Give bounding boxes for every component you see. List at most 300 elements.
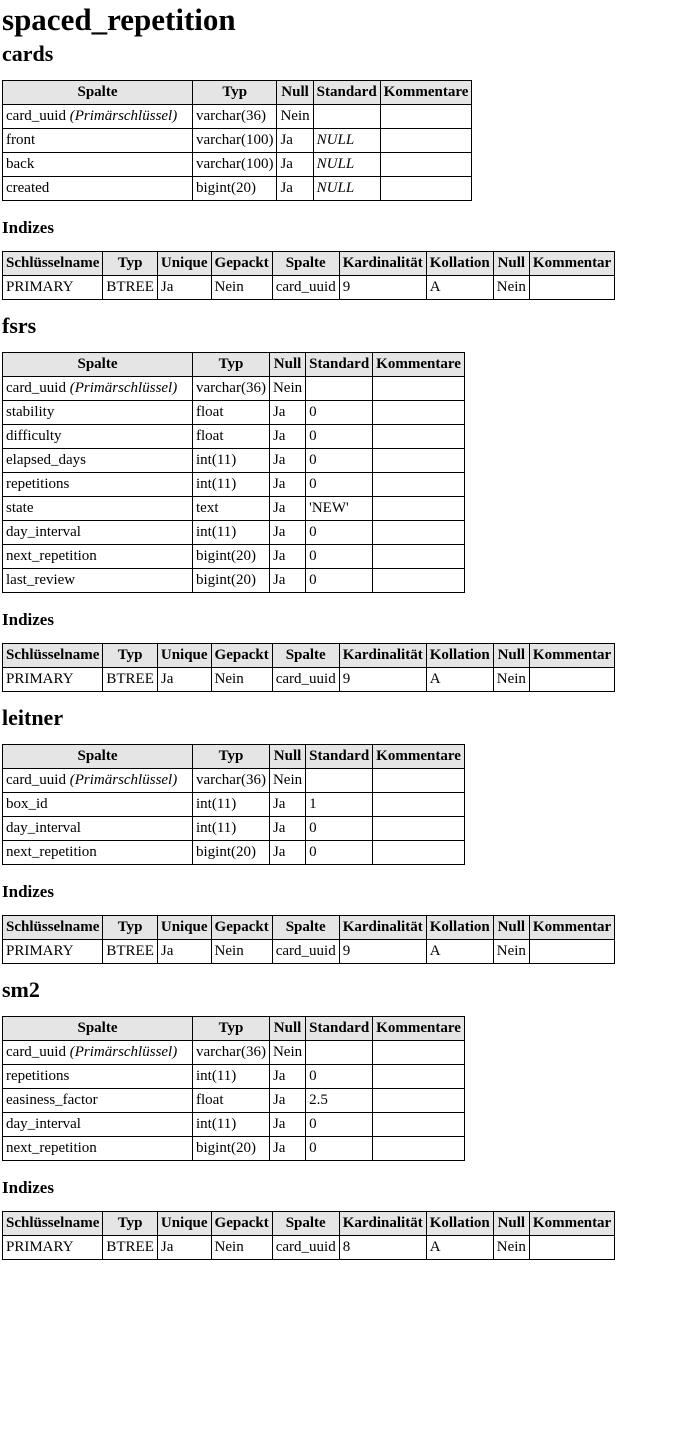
column-name: day_interval xyxy=(6,524,81,540)
column-null-cell: Ja xyxy=(269,425,305,449)
index-header: Unique xyxy=(157,1212,211,1236)
column-comment-cell xyxy=(373,1089,465,1113)
indexes-table-body xyxy=(3,668,615,692)
indexes-table-head xyxy=(3,252,615,276)
table-section-fsrs xyxy=(2,312,683,704)
column-name-cell xyxy=(3,793,193,817)
column-null-cell: Ja xyxy=(269,449,305,473)
indexes-table xyxy=(2,643,615,692)
column-type-cell: varchar(36) xyxy=(193,769,270,793)
spacer xyxy=(2,732,683,744)
index-cell: Nein xyxy=(493,1236,529,1260)
column-default-cell: 0 xyxy=(306,1137,373,1161)
column-name-cell xyxy=(3,377,193,401)
table-row xyxy=(3,1065,465,1089)
column-type-cell: int(11) xyxy=(193,817,270,841)
table-sections xyxy=(2,40,683,1272)
index-cell: Ja xyxy=(157,276,211,300)
index-cell: Nein xyxy=(493,668,529,692)
column-default-cell xyxy=(313,153,380,177)
index-cell: 9 xyxy=(339,276,426,300)
column-type-cell: int(11) xyxy=(193,1065,270,1089)
column-type-cell: int(11) xyxy=(193,1113,270,1137)
column-header-kommentare: Kommentare xyxy=(373,353,465,377)
column-name-cell xyxy=(3,473,193,497)
index-header: Kardinalität xyxy=(339,916,426,940)
spacer xyxy=(2,300,683,312)
column-default-cell: 0 xyxy=(306,817,373,841)
column-comment-cell xyxy=(373,401,465,425)
table-row xyxy=(3,817,465,841)
column-comment-cell xyxy=(373,473,465,497)
indexes-table xyxy=(2,915,615,964)
column-header-typ: Typ xyxy=(193,745,270,769)
spacer xyxy=(2,692,683,704)
column-null-cell: Nein xyxy=(269,377,305,401)
column-type-cell: int(11) xyxy=(193,793,270,817)
index-header: Typ xyxy=(103,644,158,668)
index-cell: A xyxy=(426,1236,493,1260)
column-header-standard: Standard xyxy=(313,81,380,105)
index-header: Null xyxy=(493,644,529,668)
column-name: repetitions xyxy=(6,476,70,492)
column-default-cell xyxy=(306,377,373,401)
column-name: created xyxy=(6,180,50,196)
column-name-cell xyxy=(3,521,193,545)
columns-header-row xyxy=(3,353,465,377)
table-name-heading: sm2 xyxy=(2,977,40,1002)
column-comment-cell xyxy=(373,769,465,793)
indexes-table-head xyxy=(3,1212,615,1236)
column-name: back xyxy=(6,156,35,172)
index-header: Typ xyxy=(103,252,158,276)
column-default-cell xyxy=(306,769,373,793)
table-row xyxy=(3,1089,465,1113)
column-comment-cell xyxy=(373,569,465,593)
column-name-cell xyxy=(3,425,193,449)
table-name-heading: leitner xyxy=(2,705,64,730)
index-header: Typ xyxy=(103,916,158,940)
indexes-header-row xyxy=(3,252,615,276)
column-name: elapsed_days xyxy=(6,452,86,468)
column-default-cell xyxy=(313,105,380,129)
column-type-cell: varchar(100) xyxy=(193,129,277,153)
column-type-cell: bigint(20) xyxy=(193,177,277,201)
column-null-cell: Ja xyxy=(269,401,305,425)
columns-header-row xyxy=(3,1017,465,1041)
column-type-cell: int(11) xyxy=(193,521,270,545)
indexes-heading: Indizes xyxy=(2,882,54,901)
column-comment-cell xyxy=(373,1113,465,1137)
columns-header-row xyxy=(3,745,465,769)
column-name-cell xyxy=(3,129,193,153)
index-header: Gepackt xyxy=(211,916,272,940)
columns-table-body xyxy=(3,1041,465,1161)
table-row xyxy=(3,105,472,129)
spacer xyxy=(2,201,683,217)
column-default-cell: 0 xyxy=(306,473,373,497)
column-comment-cell xyxy=(380,105,472,129)
spacer xyxy=(2,68,683,80)
page-title: spaced_repetition xyxy=(2,2,236,37)
indexes-heading: Indizes xyxy=(2,610,54,629)
column-name-cell xyxy=(3,569,193,593)
spacer xyxy=(2,1260,683,1272)
index-header: Kommentar xyxy=(529,644,614,668)
indexes-header-row xyxy=(3,644,615,668)
column-name: easiness_factor xyxy=(6,1092,98,1108)
column-null-cell: Ja xyxy=(269,1089,305,1113)
column-default-cell xyxy=(313,129,380,153)
table-name-heading: fsrs xyxy=(2,313,37,338)
column-header-null: Null xyxy=(269,745,305,769)
column-null-cell: Nein xyxy=(269,769,305,793)
column-comment-cell xyxy=(380,129,472,153)
column-name-cell xyxy=(3,449,193,473)
column-comment-cell xyxy=(373,793,465,817)
spacer xyxy=(2,1161,683,1177)
primary-key-note: (Primärschlüssel) xyxy=(65,380,178,396)
spacer xyxy=(2,593,683,609)
column-comment-cell xyxy=(373,425,465,449)
index-cell: PRIMARY xyxy=(3,940,103,964)
column-header-spalte: Spalte xyxy=(3,353,193,377)
column-name: next_repetition xyxy=(6,548,97,564)
column-header-standard: Standard xyxy=(306,745,373,769)
spacer xyxy=(2,239,683,251)
column-null-cell: Ja xyxy=(269,521,305,545)
column-name: card_uuid xyxy=(6,108,66,124)
column-null-cell: Nein xyxy=(277,105,313,129)
primary-key-note: (Primärschlüssel) xyxy=(65,1044,178,1060)
column-header-kommentare: Kommentare xyxy=(373,745,465,769)
index-header: Spalte xyxy=(272,1212,339,1236)
column-comment-cell xyxy=(373,1041,465,1065)
column-comment-cell xyxy=(380,177,472,201)
columns-table-head xyxy=(3,353,465,377)
columns-table-body xyxy=(3,769,465,865)
column-default-cell: 0 xyxy=(306,569,373,593)
column-default-cell: 0 xyxy=(306,521,373,545)
index-header: Unique xyxy=(157,644,211,668)
default-null-value: NULL xyxy=(316,156,355,172)
column-comment-cell xyxy=(373,497,465,521)
column-default-cell: 1 xyxy=(306,793,373,817)
column-name-cell xyxy=(3,817,193,841)
column-null-cell: Ja xyxy=(277,129,313,153)
column-comment-cell xyxy=(373,817,465,841)
index-cell: card_uuid xyxy=(272,668,339,692)
index-header: Schlüsselname xyxy=(3,252,103,276)
column-comment-cell xyxy=(373,449,465,473)
index-header: Typ xyxy=(103,1212,158,1236)
index-header: Unique xyxy=(157,916,211,940)
column-name-cell xyxy=(3,1065,193,1089)
column-null-cell: Nein xyxy=(269,1041,305,1065)
table-row xyxy=(3,841,465,865)
column-header-typ: Typ xyxy=(193,81,277,105)
index-header: Kollation xyxy=(426,1212,493,1236)
default-null-value: NULL xyxy=(316,132,355,148)
index-cell xyxy=(529,276,614,300)
table-row xyxy=(3,129,472,153)
table-section-sm2 xyxy=(2,976,683,1272)
column-comment-cell xyxy=(373,1137,465,1161)
column-header-typ: Typ xyxy=(193,1017,270,1041)
column-default-cell: 0 xyxy=(306,449,373,473)
column-name: day_interval xyxy=(6,820,81,836)
index-header: Kommentar xyxy=(529,916,614,940)
column-name: card_uuid xyxy=(6,1044,66,1060)
column-name-cell xyxy=(3,545,193,569)
column-default-cell: 0 xyxy=(306,401,373,425)
table-row xyxy=(3,545,465,569)
index-cell: Ja xyxy=(157,940,211,964)
index-header: Unique xyxy=(157,252,211,276)
index-header: Null xyxy=(493,916,529,940)
column-type-cell: varchar(36) xyxy=(193,1041,270,1065)
table-row xyxy=(3,377,465,401)
columns-table-body xyxy=(3,105,472,201)
table-row xyxy=(3,940,615,964)
column-null-cell: Ja xyxy=(277,153,313,177)
index-cell: A xyxy=(426,276,493,300)
spacer xyxy=(2,1199,683,1211)
index-cell: BTREE xyxy=(103,276,158,300)
index-header: Gepackt xyxy=(211,252,272,276)
indexes-table xyxy=(2,251,615,300)
primary-key-note: (Primärschlüssel) xyxy=(65,772,178,788)
column-name-cell xyxy=(3,153,193,177)
column-name-cell xyxy=(3,841,193,865)
index-header: Schlüsselname xyxy=(3,1212,103,1236)
table-row xyxy=(3,473,465,497)
index-header: Spalte xyxy=(272,644,339,668)
column-name: repetitions xyxy=(6,1068,70,1084)
column-comment-cell xyxy=(373,521,465,545)
column-default-cell xyxy=(313,177,380,201)
index-cell: 8 xyxy=(339,1236,426,1260)
column-null-cell: Ja xyxy=(269,793,305,817)
column-header-null: Null xyxy=(269,1017,305,1041)
column-name: last_review xyxy=(6,572,76,588)
column-name: stability xyxy=(6,404,55,420)
table-row xyxy=(3,769,465,793)
table-row xyxy=(3,153,472,177)
index-header: Spalte xyxy=(272,916,339,940)
index-header: Schlüsselname xyxy=(3,916,103,940)
index-cell: Nein xyxy=(211,940,272,964)
table-row xyxy=(3,1113,465,1137)
column-name: state xyxy=(6,500,34,516)
index-cell: Ja xyxy=(157,668,211,692)
column-comment-cell xyxy=(373,841,465,865)
columns-table xyxy=(2,80,472,201)
column-header-kommentare: Kommentare xyxy=(380,81,472,105)
table-row xyxy=(3,1236,615,1260)
column-name-cell xyxy=(3,1137,193,1161)
columns-table xyxy=(2,1016,465,1161)
table-section-cards xyxy=(2,40,683,312)
table-row xyxy=(3,1041,465,1065)
column-type-cell: int(11) xyxy=(193,473,270,497)
column-default-cell: 0 xyxy=(306,425,373,449)
index-cell: Nein xyxy=(493,276,529,300)
index-cell: PRIMARY xyxy=(3,668,103,692)
index-header: Kollation xyxy=(426,916,493,940)
spacer xyxy=(2,865,683,881)
column-null-cell: Ja xyxy=(269,1065,305,1089)
column-header-spalte: Spalte xyxy=(3,81,193,105)
column-type-cell: bigint(20) xyxy=(193,545,270,569)
index-cell xyxy=(529,940,614,964)
column-name: card_uuid xyxy=(6,380,66,396)
column-null-cell: Ja xyxy=(269,817,305,841)
column-null-cell: Ja xyxy=(269,473,305,497)
table-row xyxy=(3,425,465,449)
column-name-cell xyxy=(3,1041,193,1065)
column-type-cell: float xyxy=(193,425,270,449)
column-null-cell: Ja xyxy=(269,841,305,865)
index-cell: A xyxy=(426,668,493,692)
column-header-standard: Standard xyxy=(306,1017,373,1041)
column-default-cell: 'NEW' xyxy=(306,497,373,521)
index-cell: card_uuid xyxy=(272,1236,339,1260)
column-header-null: Null xyxy=(269,353,305,377)
columns-table-head xyxy=(3,81,472,105)
table-section-leitner xyxy=(2,704,683,976)
column-null-cell: Ja xyxy=(277,177,313,201)
column-name-cell xyxy=(3,177,193,201)
index-header: Gepackt xyxy=(211,644,272,668)
columns-table-head xyxy=(3,1017,465,1041)
indexes-table xyxy=(2,1211,615,1260)
column-name-cell xyxy=(3,401,193,425)
column-comment-cell xyxy=(373,545,465,569)
column-type-cell: text xyxy=(193,497,270,521)
table-row xyxy=(3,401,465,425)
columns-table-body xyxy=(3,377,465,593)
indexes-table-head xyxy=(3,916,615,940)
column-default-cell: 2.5 xyxy=(306,1089,373,1113)
column-null-cell: Ja xyxy=(269,497,305,521)
index-header: Null xyxy=(493,252,529,276)
index-cell: Nein xyxy=(211,276,272,300)
column-name: card_uuid xyxy=(6,772,66,788)
column-name-cell xyxy=(3,1113,193,1137)
index-cell: card_uuid xyxy=(272,940,339,964)
columns-table xyxy=(2,744,465,865)
column-type-cell: float xyxy=(193,401,270,425)
column-name: difficulty xyxy=(6,428,62,444)
spacer xyxy=(2,340,683,352)
table-row xyxy=(3,1137,465,1161)
index-cell: PRIMARY xyxy=(3,276,103,300)
column-null-cell: Ja xyxy=(269,545,305,569)
index-header: Null xyxy=(493,1212,529,1236)
table-row xyxy=(3,276,615,300)
column-name: next_repetition xyxy=(6,1140,97,1156)
indexes-table-body xyxy=(3,276,615,300)
indexes-heading: Indizes xyxy=(2,218,54,237)
table-row xyxy=(3,497,465,521)
index-cell: Nein xyxy=(493,940,529,964)
spacer xyxy=(2,964,683,976)
index-header: Kardinalität xyxy=(339,1212,426,1236)
spacer xyxy=(2,1004,683,1016)
index-cell: A xyxy=(426,940,493,964)
column-header-spalte: Spalte xyxy=(3,1017,193,1041)
column-default-cell: 0 xyxy=(306,841,373,865)
index-cell: BTREE xyxy=(103,668,158,692)
index-header: Kollation xyxy=(426,644,493,668)
column-type-cell: varchar(36) xyxy=(193,105,277,129)
column-header-null: Null xyxy=(277,81,313,105)
table-row xyxy=(3,569,465,593)
column-default-cell: 0 xyxy=(306,1065,373,1089)
index-cell xyxy=(529,668,614,692)
table-row xyxy=(3,668,615,692)
index-header: Gepackt xyxy=(211,1212,272,1236)
indexes-table-body xyxy=(3,1236,615,1260)
index-cell: BTREE xyxy=(103,940,158,964)
index-cell xyxy=(529,1236,614,1260)
index-cell: 9 xyxy=(339,668,426,692)
column-comment-cell xyxy=(373,1065,465,1089)
table-name-heading: cards xyxy=(2,41,54,66)
column-name: front xyxy=(6,132,36,148)
column-type-cell: bigint(20) xyxy=(193,569,270,593)
index-header: Schlüsselname xyxy=(3,644,103,668)
index-cell: BTREE xyxy=(103,1236,158,1260)
column-name: box_id xyxy=(6,796,48,812)
index-cell: 9 xyxy=(339,940,426,964)
column-header-spalte: Spalte xyxy=(3,745,193,769)
index-header: Kardinalität xyxy=(339,252,426,276)
column-type-cell: varchar(36) xyxy=(193,377,270,401)
column-header-standard: Standard xyxy=(306,353,373,377)
index-header: Spalte xyxy=(272,252,339,276)
table-row xyxy=(3,177,472,201)
indexes-heading: Indizes xyxy=(2,1178,54,1197)
index-cell: PRIMARY xyxy=(3,1236,103,1260)
column-name: day_interval xyxy=(6,1116,81,1132)
columns-header-row xyxy=(3,81,472,105)
spacer xyxy=(2,631,683,643)
column-null-cell: Ja xyxy=(269,569,305,593)
index-cell: Ja xyxy=(157,1236,211,1260)
column-header-typ: Typ xyxy=(193,353,270,377)
index-cell: Nein xyxy=(211,1236,272,1260)
index-header: Kardinalität xyxy=(339,644,426,668)
index-header: Kollation xyxy=(426,252,493,276)
column-name: next_repetition xyxy=(6,844,97,860)
column-default-cell: 0 xyxy=(306,545,373,569)
column-default-cell: 0 xyxy=(306,1113,373,1137)
column-null-cell: Ja xyxy=(269,1113,305,1137)
column-type-cell: bigint(20) xyxy=(193,1137,270,1161)
columns-table-head xyxy=(3,745,465,769)
index-cell: Nein xyxy=(211,668,272,692)
table-row xyxy=(3,521,465,545)
column-type-cell: float xyxy=(193,1089,270,1113)
column-name-cell xyxy=(3,105,193,129)
column-name-cell xyxy=(3,769,193,793)
schema-document xyxy=(2,0,683,1272)
table-row xyxy=(3,793,465,817)
columns-table xyxy=(2,352,465,593)
indexes-header-row xyxy=(3,1212,615,1236)
